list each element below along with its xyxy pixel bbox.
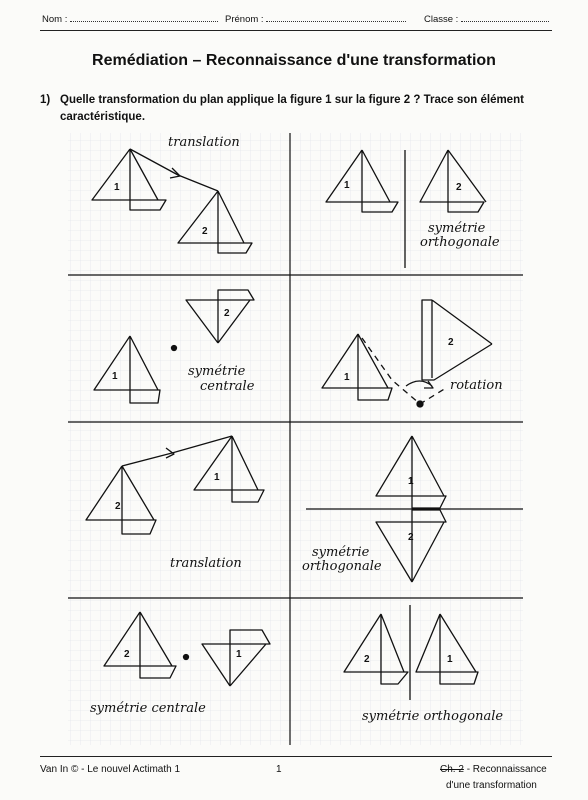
fig-label: 1 [112,371,118,382]
chapter-title-2: d'une transformation [446,780,537,791]
footer-publisher: Van In © - Le nouvel Actimath 1 [40,764,181,775]
fig-label: 2 [456,182,462,193]
fig-label: 1 [114,182,120,193]
answer-text: symétrie [312,545,370,560]
page-number: 1 [276,764,282,775]
fig-label: 1 [344,372,350,383]
fig-label: 1 [236,649,242,660]
fig-label: 2 [202,226,208,237]
fig-label: 2 [224,308,230,319]
question-number: 1) [40,94,51,106]
answer-text: symétrie [188,364,246,379]
fig-label: 2 [364,654,370,665]
footer-rule [40,756,552,757]
answer-text: translation [168,135,240,150]
footer-chapter [440,764,547,775]
fig-label: 2 [448,337,454,348]
question-text: Quelle transformation du plan applique la figure 1 sur la figure 2 ? Trace son élément caractéristique. [60,94,524,123]
chapter-title-1: - Reconnaissance [466,764,547,775]
fig-label: 1 [344,180,350,191]
nom-label: Nom : [42,14,68,25]
chapter-number: Ch. 2 [440,764,464,775]
fig-label: 1 [408,476,414,487]
answer-text: rotation [450,378,503,393]
fig-label: 2 [115,501,121,512]
prenom-label: Prénom : [225,14,264,25]
answer-text: orthogonale [302,559,382,574]
answer-text: symétrie orthogonale [362,709,504,724]
answer-text: translation [170,556,242,571]
fig-label: 2 [124,649,130,660]
classe-label: Classe : [424,14,459,25]
answer-text: orthogonale [420,235,500,250]
center-point [184,655,189,660]
answer-text: symétrie [428,221,486,236]
answer-text: centrale [200,379,255,394]
rotation-center [417,401,423,407]
center-point [172,346,177,351]
fig-label: 2 [408,532,414,543]
answer-text: symétrie centrale [90,701,206,716]
fig-label: 1 [214,472,220,483]
page-title: Remédiation – Reconnaissance d'une transformation [92,52,496,69]
fig-label: 1 [447,654,453,665]
